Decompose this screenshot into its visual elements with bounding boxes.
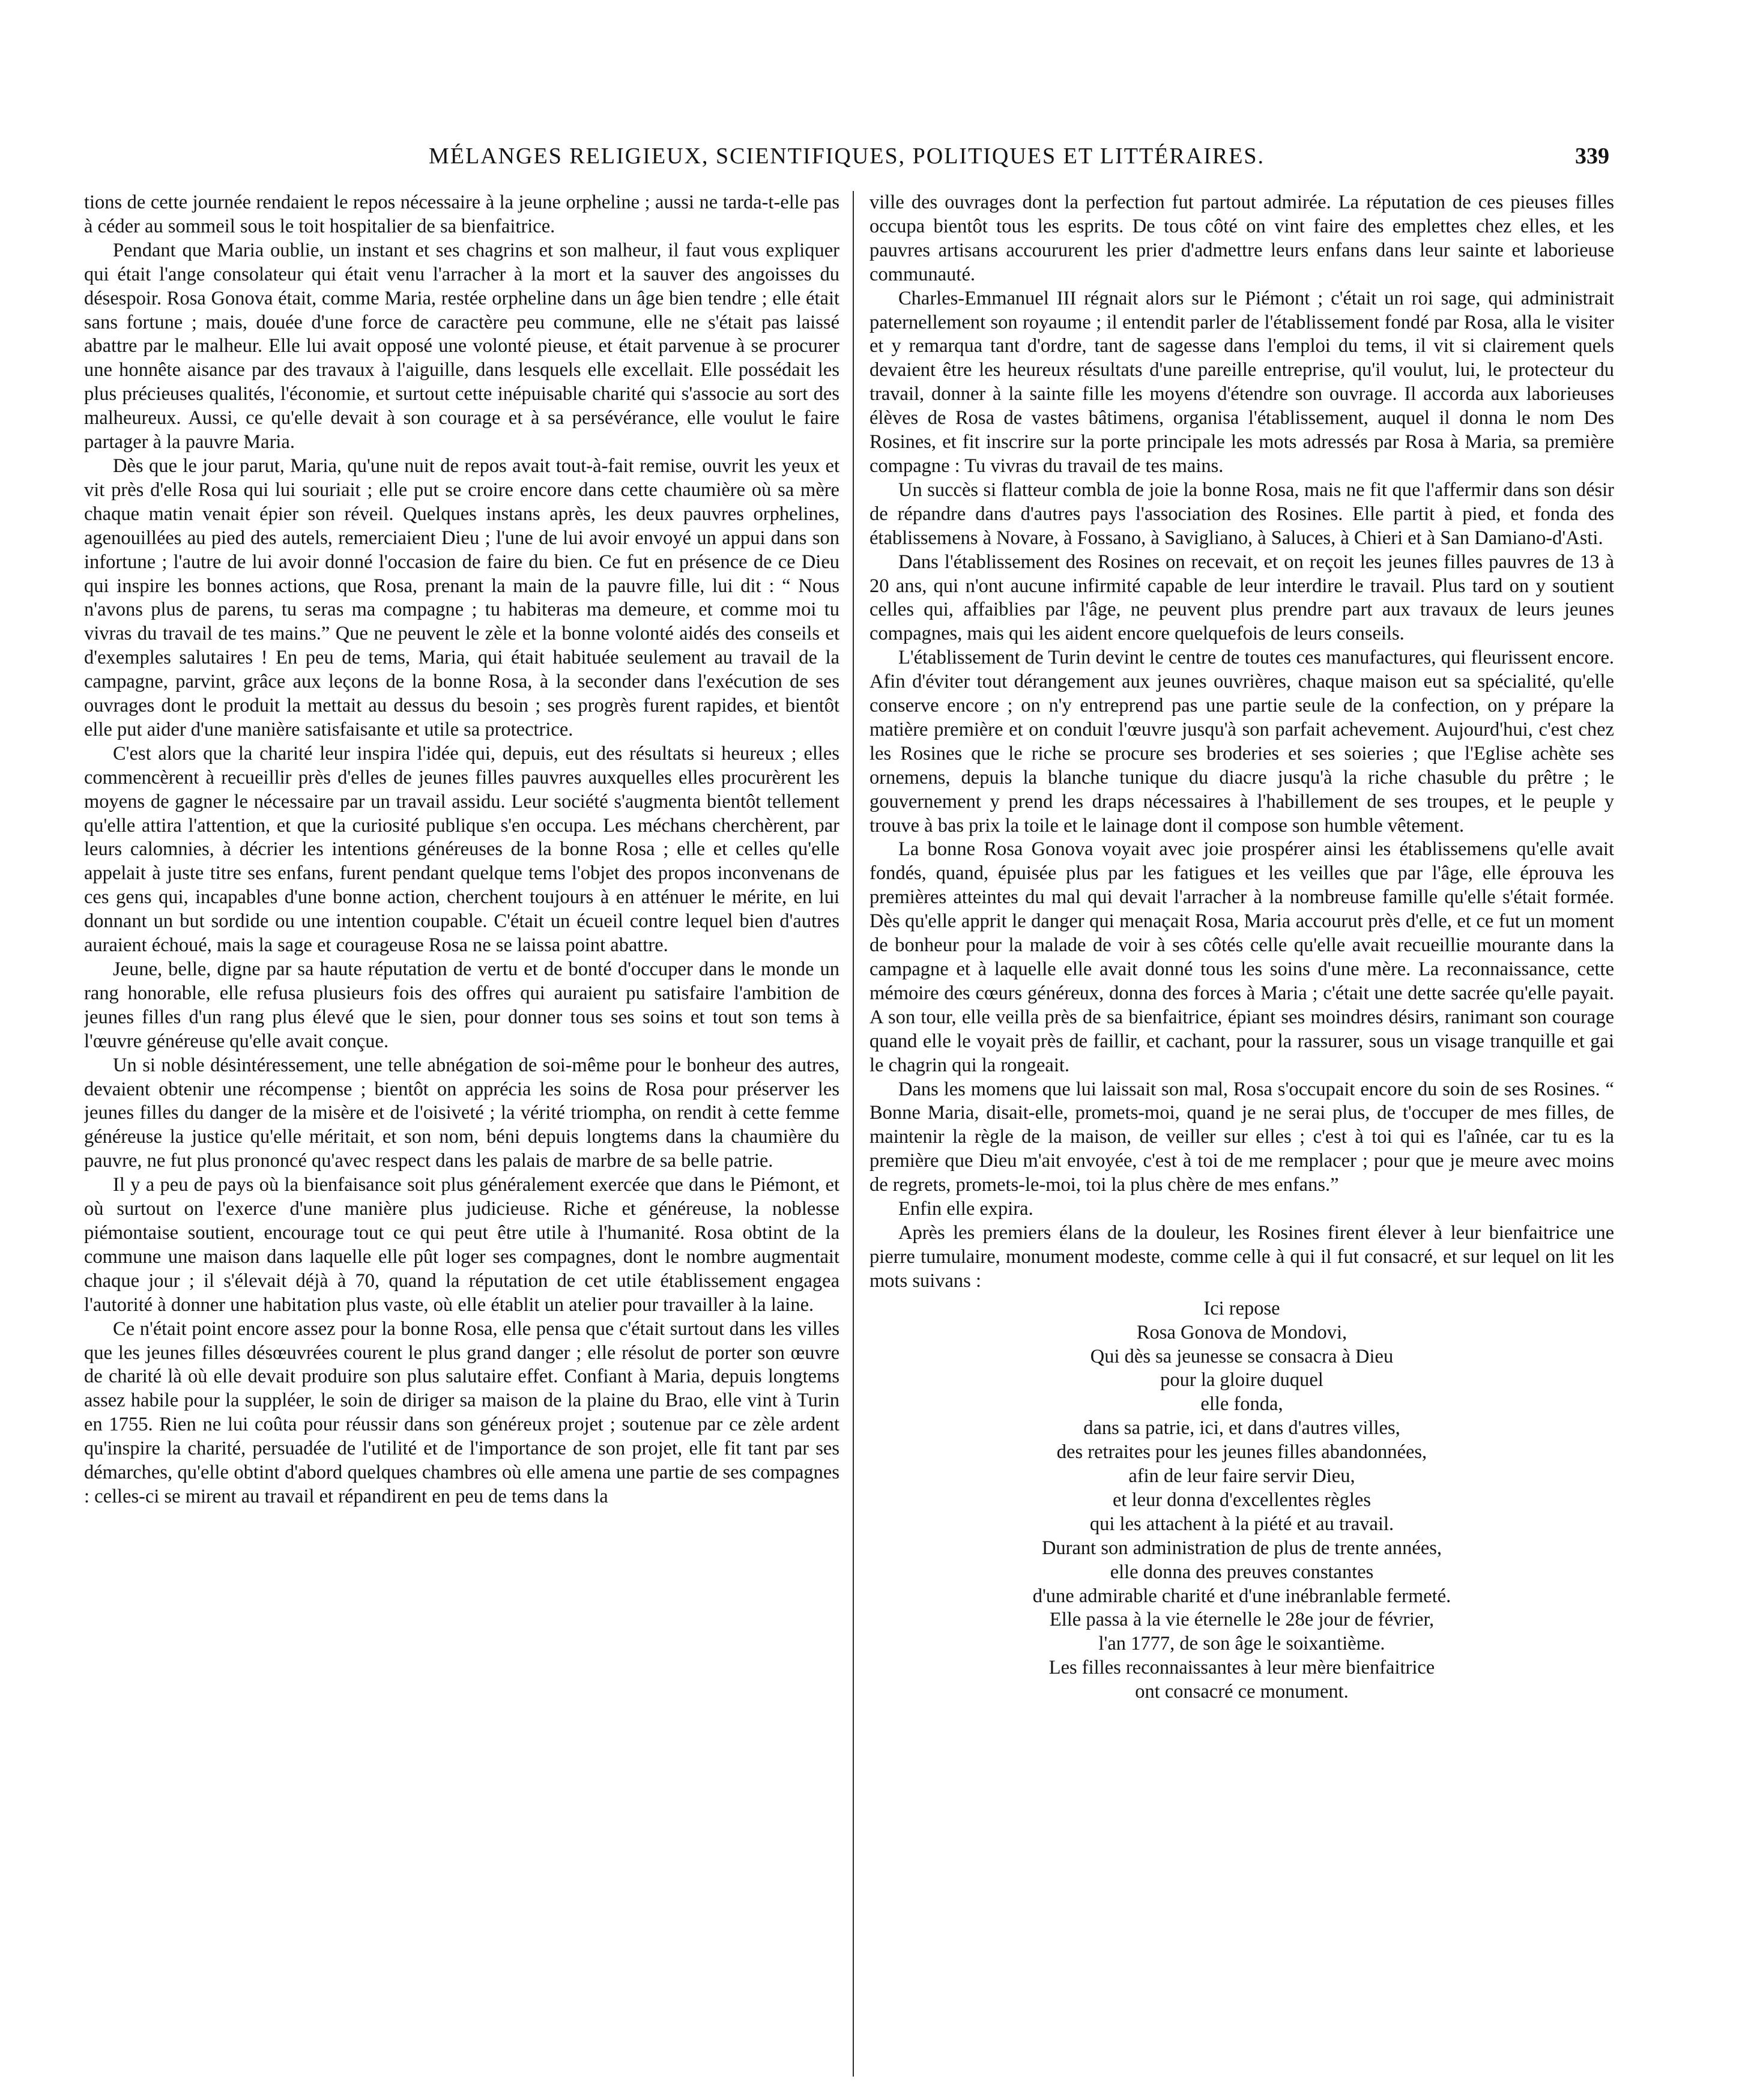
paragraph: Un succès si flatteur combla de joie la bonne Rosa, mais ne fit que l'affermir dans son désir de répandre dans d'autres pays l'association des Rosines. Elle partit à pied, et fonda des établissemens à Novare, à Fossano, à Savigliano, à Saluces, à Chieri et à San Damiano-d'Asti. bbox=[869, 479, 1614, 549]
right-column bbox=[869, 191, 1614, 2077]
epitaph-line: elle donna des preuves constantes bbox=[1110, 1561, 1374, 1583]
paragraph: Après les premiers élans de la douleur, les Rosines firent élever à leur bienfaitrice une pierre tumulaire, monument modeste, comme celle à qui il fut consacré, et sur lequel on lit les mots suivans : bbox=[869, 1221, 1614, 1292]
epitaph-line: Qui dès sa jeunesse se consacra à Dieu bbox=[1090, 1345, 1394, 1367]
epitaph-line: Les filles reconnaissantes à leur mère bienfaitrice bbox=[1048, 1657, 1435, 1679]
epitaph-line: Rosa Gonova de Mondovi, bbox=[1136, 1321, 1347, 1343]
paragraph: Pendant que Maria oublie, un instant et ses chagrins et son malheur, il faut vous expliquer qui était l'ange consolateur qui était venu l'arracher à la mort et la sauver des angoisses du désespoir. Rosa Gonova était, comme Maria, restée orpheline dans un âge bien tendre ; elle était sans fortune ; mais, douée d'une force de caractère peu commune, elle ne s'était pas laissé abattre par le malheur. Elle lui avait opposé une volonté pieuse, et était parvenue à se procurer une honnête aisance par des travaux à l'aiguille, dans lesquels elle excellait. Elle possédait les plus précieuses qualités, l'économie, et surtout cette inépuisable charité qui s'associe au sort des malheureux. Aussi, ce qu'elle devait à son courage et à sa persévérance, elle voulut le faire partager à la pauvre Maria. bbox=[84, 239, 839, 453]
paragraph: Jeune, belle, digne par sa haute réputation de vertu et de bonté d'occuper dans le monde un rang honorable, elle refusa plusieurs fois des offres qui auraient pu satisfaire l'ambition de jeunes filles d'un rang plus élevé que le sien, pour donner tous ses soins et tout son tems à l'œuvre généreuse qu'elle avait conçue. bbox=[84, 958, 839, 1052]
paragraph: C'est alors que la charité leur inspira l'idée qui, depuis, eut des résultats si heureux ; elles commencèrent à recueillir près d'elles de jeunes filles pauvres auxquelles elles procurèrent les moyens de gagner le nécessaire par un travail assidu. Leur société s'augmenta bientôt tellement qu'elle attira l'attention, et que la curiosité publique s'en occupa. Les méchans cherchèrent, par leurs calomnies, à décrier les intentions généreuses de la bonne Rosa ; elle et celles qu'elle appelait à juste titre ses enfans, furent pendant quelque tems l'objet des propos inconvenans de ces gens qui, incapables d'une bonne action, cherchent toujours à en atténuer le mérite, en lui donnant un but sordide ou une intention coupable. C'était un écueil contre lequel bien d'autres auraient échoué, mais la sage et courageuse Rosa ne se laissa point abattre. bbox=[84, 742, 839, 957]
paragraph: L'établissement de Turin devint le centre de toutes ces manufactures, qui fleurissent encore. Afin d'éviter tout dérangement aux jeunes ouvrières, chaque maison eut sa spécialité, qu'elle conserve encore ; on n'y entreprend pas une partie seule de la confection, on y prépare la matière première et on conduit l'œuvre jusqu'à son parfait achevement. Aujourd'hui, c'est chez les Rosines que le riche se procure ses broderies et ses soieries ; que l'Eglise achète ses ornemens, depuis la blanche tunique du diacre jusqu'à la riche chasuble du prêtre ; le gouvernement y prend les draps nécessaires à l'habillement de ses troupes, et le peuple y trouve à bas prix la toile et le lainage dont il compose son humble vêtement. bbox=[869, 647, 1614, 837]
epitaph-line: ont consacré ce monument. bbox=[1135, 1681, 1349, 1703]
paragraph: Il y a peu de pays où la bienfaisance soit plus généralement exercée que dans le Piémont, et où surtout on l'exerce d'une manière plus judicieuse. Riche et généreuse, la noblesse piémontaise soutient, encourage tout ce qui peut être utile à l'humanité. Rosa obtint de la commune une maison dans laquelle elle pût loger ses compagnes, dont le nombre augmentait chaque jour ; il s'élevait déjà à 70, quand la réputation de cet utile établissement engagea l'autorité à donner une habitation plus vaste, où elle établit un atelier pour travailler à la laine. bbox=[84, 1174, 839, 1316]
paragraph: Dans les momens que lui laissait son mal, Rosa s'occupait encore du soin de ses Rosines. “ Bonne Maria, disait-elle, promets-moi, quand je ne serai plus, de t'occuper de mes filles, de maintenir la règle de la maison, de veiller sur elles ; c'est à toi qui es l'aînée, car tu es la première que Dieu m'ait envoyée, c'est à toi de me remplacer ; pour que je meure avec moins de regrets, promets-le-moi, toi la plus chère de mes enfans.” bbox=[869, 1078, 1614, 1196]
epitaph-line: Elle passa à la vie éternelle le 28e jour de février, bbox=[1049, 1609, 1435, 1631]
paragraph: tions de cette journée rendaient le repos nécessaire à la jeune orpheline ; aussi ne tarda-t-elle pas à céder au sommeil sous le toit hospitalier de sa bienfaitrice. bbox=[84, 192, 839, 237]
paragraph: Un si noble désintéressement, une telle abnégation de soi-même pour le bonheur des autres, devaient obtenir une récompense ; bientôt on apprécia les soins de Rosa pour préserver les jeunes filles du danger de la misère et de l'oisiveté ; la vérité triompha, on rendit à cette femme généreuse la justice qu'elle méritait, et son nom, béni depuis longtems dans la chaumière du pauvre, ne fut plus prononcé qu'avec respect dans les palais de marbre de sa belle patrie. bbox=[84, 1054, 839, 1172]
page-number: 339 bbox=[1575, 144, 1609, 169]
epitaph-line: qui les attachent à la piété et au travail. bbox=[1089, 1513, 1394, 1535]
epitaph-line: Ici repose bbox=[1203, 1297, 1280, 1319]
paragraph: Enfin elle expira. bbox=[898, 1198, 1033, 1220]
column-divider bbox=[853, 191, 854, 2077]
paragraph: Dans l'établissement des Rosines on recevait, et on reçoit les jeunes filles pauvres de 13 à 20 ans, qui n'ont aucune infirmité capable de leur interdire le travail. Plus tard on y soutient celles qui, affaiblies par l'âge, ne peuvent plus prendre part aux travaux de leurs jeunes compagnes, mais qui les aident encore quelquefois de leurs conseils. bbox=[869, 551, 1614, 645]
epitaph-line: des retraites pour les jeunes filles abandonnées, bbox=[1056, 1441, 1427, 1463]
epitaph-line: et leur donna d'excellentes règles bbox=[1113, 1489, 1371, 1511]
paragraph: Dès que le jour parut, Maria, qu'une nuit de repos avait tout-à-fait remise, ouvrit les yeux et vit près d'elle Rosa qui lui souriait ; elle put se croire encore dans cette chaumière où sa mère chaque matin venait épier son réveil. Quelques instans après, les deux pauvres orphelines, agenouillées au pied des autels, remerciaient Dieu ; l'une de lui avoir envoyé un appui dans son infortune ; l'autre de lui avoir donné l'occasion de faire du bien. Ce fut en présence de ce Dieu qui inspire les bonnes actions, que Rosa, prenant la main de la pauvre fille, lui dit : “ Nous n'avons plus de parens, tu seras ma compagne ; tu habiteras ma demeure, et comme moi tu vivras du travail de tes mains.” Que ne peuvent le zèle et la bonne volonté aidés des conseils et d'exemples salutaires ! En peu de tems, Maria, qui était habituée seulement au travail de la campagne, parvint, grâce aux leçons de la bonne Rosa, à la seconder dans l'exécution de ses ouvrages dont le produit la mettait au dessus du besoin ; ses progrès furent rapides, et bientôt elle put aider d'une manière satisfaisante et utile sa protectrice. bbox=[84, 455, 839, 740]
epitaph-line: l'an 1777, de son âge le soixantième. bbox=[1098, 1633, 1385, 1655]
paragraph: La bonne Rosa Gonova voyait avec joie prospérer ainsi les établissemens qu'elle avait fondés, quand, épuisée plus par les fatigues et les veilles que par l'âge, elle éprouva les premières atteintes du mal qui devait l'arracher à la nombreuse famille qu'elle s'était formée. Dès qu'elle apprit le danger qui menaçait Rosa, Maria accourut près d'elle, et ce fut un moment de bonheur pour la malade de voir à ses côtés celle qu'elle avait recueillie mourante dans la campagne et à laquelle elle avait donné tous les soins d'une mère. La reconnaissance, cette mémoire des cœurs généreux, donna des forces à Maria ; c'était une dette sacrée qu'elle payait. A son tour, elle veilla près de sa bienfaitrice, épiant ses moindres désirs, ranimant son courage quand elle le voyait près de faillir, et cachant, pour la rassurer, sous un visage tranquille et gai le chagrin qui la rongeait. bbox=[869, 838, 1614, 1076]
epitaph-line: dans sa patrie, ici, et dans d'autres villes, bbox=[1083, 1417, 1400, 1439]
epitaph-line: pour la gloire duquel bbox=[1160, 1369, 1323, 1391]
left-column bbox=[84, 191, 839, 2077]
paragraph: Charles-Emmanuel III régnait alors sur le Piémont ; c'était un roi sage, qui administrait paternellement son royaume ; il entendit parler de l'établissement fondé par Rosa, alla le visiter et y remarqua tant d'ordre, tant de sagesse dans l'emploi du tems, il vit si clairement quels devaient être les heureux résultats d'une pareille entreprise, qu'il voulut, lui, le protecteur du travail, donner à la sainte fille les moyens d'étendre son ouvrage. Il accorda aux laborieuses élèves de Rosa de vastes bâtimens, organisa l'établissement, auquel il donna le nom Des Rosines, et fit inscrire sur la porte principale les mots adressés par Rosa à Maria, sa première compagne : Tu vivras du travail de tes mains. bbox=[869, 287, 1614, 477]
epitaph-line: afin de leur faire servir Dieu, bbox=[1128, 1465, 1355, 1487]
paragraph: Ce n'était point encore assez pour la bonne Rosa, elle pensa que c'était surtout dans les villes que les jeunes filles désœuvrées courent le plus grand danger ; elle résolut de porter son œuvre de charité là où elle devait produire son plus salutaire effet. Confiant à Maria, depuis longtems assez habile pour la suppléer, le soin de diriger sa maison de la plaine du Brao, elle vint à Turin en 1755. Rien ne lui coûta pour réussir dans son généreux projet ; soutenue par ce zèle ardent qu'inspire la charité, persuadée de l'utilité et de l'importance de son projet, elle fit tant par ses démarches, qu'elle obtint d'abord quelques chambres où elle amena une partie de ses compagnes : celles-ci se mirent au travail et répandirent en peu de tems dans la bbox=[84, 1318, 839, 1507]
running-title: MÉLANGES RELIGIEUX, SCIENTIFIQUES, POLITIQUES ET LITTÉRAIRES. bbox=[428, 144, 1265, 169]
epitaph-line: elle fonda, bbox=[1200, 1393, 1283, 1415]
epitaph-inscription bbox=[869, 1297, 1614, 1704]
page-header bbox=[84, 143, 1609, 185]
paragraph: ville des ouvrages dont la perfection fut partout admirée. La réputation de ces pieuses filles occupa bientôt tous les esprits. De tous côté on vint faire des emplettes chez elles, et les pauvres artisans accoururent les prier d'admettre leurs enfans dans leur sainte et laborieuse communauté. bbox=[869, 192, 1614, 285]
epitaph-line: Durant son administration de plus de trente années, bbox=[1041, 1537, 1442, 1559]
epitaph-line: d'une admirable charité et d'une inébranlable fermeté. bbox=[1032, 1585, 1451, 1607]
